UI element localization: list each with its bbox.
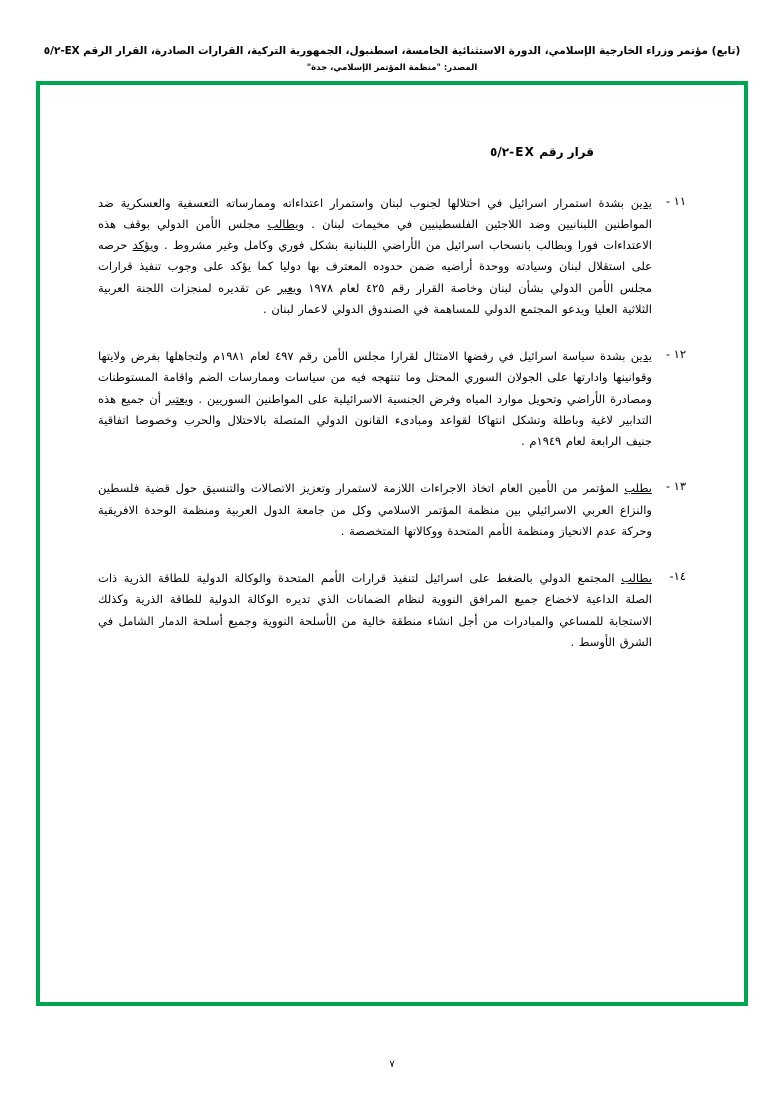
- clause-text: [98, 346, 652, 452]
- header-line-2: المصدر: "منظمة المؤتمر الإسلامي، جدة": [306, 62, 478, 73]
- clause-verb-emphasis: يدين: [630, 349, 652, 364]
- clause-text-run: المجتمع الدولي بالضغط على اسرائيل لتنفيذ قرارات الأمم المتحدة والوكالة الدولية للطاقة الذرية ذات الصلة الداعية لاخضاع جميع المرافق النووية لنظام الضمانات الذي تديره الوكالة الدولية للطاقة الذرية وكذلك الاستجابة للمساعي والمبادرات من أجل انشاء منطقة خالية من الأسلحة النووية وجميع أسلحة الدمار الشامل في الشرق الأوسط .: [98, 571, 652, 650]
- clause-number: ١٤-: [669, 569, 686, 584]
- clause-verb-emphasis: يطلب: [624, 481, 652, 496]
- green-bordered-content-frame: [36, 81, 748, 1006]
- clause-number: ١٢ -: [665, 347, 686, 362]
- clause-number: ١٣ -: [665, 479, 686, 494]
- clause: [98, 346, 686, 452]
- clause-verb-emphasis: يطالب: [621, 571, 652, 586]
- clause-verb-emphasis: يطالب: [267, 216, 299, 231]
- clause-text: [98, 193, 652, 321]
- clause-text-run: بشدة استمرار اسرائيل في احتلالها لجنوب لبنان واستمرار اعتداءاته وممارساته التعسفية والعسكرية ضد المواطنين اللبنانيين وضد اللاجئين الفلسطينيين في مخيمات لبنان . و: [98, 195, 652, 231]
- clause-text-run: المؤتمر من الأمين العام اتخاذ الاجراءات اللازمة لاستمرار وتعزيز الاتصالات والتنسيق حول قضية فلسطين والنزاع العربي الاسرائيلي بين منظمة المؤتمر الاسلامي وكل من جامعة الدول العربية ومنظمة الوحدة الافريقية وحركة عدم الانحياز ومنظمة الأمم المتحدة ووكالاتها المتخصصة .: [98, 481, 652, 538]
- clause: [98, 568, 686, 653]
- page-footer: [36, 1059, 748, 1076]
- running-header: [36, 44, 748, 75]
- resolution-title: قرار رقم EX-٥/٢: [490, 144, 594, 159]
- clause-text-run: أن جميع هذه التدابير لاغية وباطلة وتشكل انتهاكا لقواعد ومبادىء القانون الدولي المتصلة بالاحتلال والحرب وخصوصا اتفاقية جنيف الرابعة لعام ١٩٤٩م .: [98, 391, 652, 449]
- page-number: ٧: [389, 1059, 395, 1070]
- clause-text-run: حرصه على استقلال لبنان وسيادته ووحدة أراضيه ضمن حدوده المعترف بها دوليا كما يؤكد على وجوب تنفيذ قرارات مجلس الأمن الدولي بشأن لبنان وخاصة القرار رقم ٤٢٥ لعام ١٩٧٨ و: [98, 238, 652, 295]
- clause-verb-emphasis: يؤكد: [132, 238, 154, 253]
- clause-verb-emphasis: يدين: [630, 195, 652, 210]
- clause-text-run: بشدة سياسة اسرائيل في رفضها الامتثال لقرارا مجلس الأمن رقم ٤٩٧ لعام ١٩٨١م ولتجاهلها بفرض ولايتها وقوانينها وادارتها على الجولان السوري المحتل وما تنتهجه فيه من سياسات وممارسات الضم واقامة المستوطنات ومصادرة الأراضي وتحويل موارد المياه وفرض الجنسية الاسرائيلية على المواطنين السوريين . و: [98, 349, 652, 406]
- clause: [98, 478, 686, 542]
- clause-number: ١١ -: [665, 193, 686, 208]
- clause: [98, 193, 686, 321]
- clause-verb-emphasis: يعتبر: [165, 391, 188, 406]
- clause-text-run: مجلس الأمن الدولي بوقف هذه الاعتداءات فورا وبطالب بانسحاب اسرائيل من الأراضي اللبنانية بشكل فوري وكامل وغير مشروط . و: [98, 216, 653, 253]
- clause-list: [98, 193, 686, 654]
- clause-text: [98, 478, 652, 542]
- header-line-1: (تابع) مؤتمر وزراء الخارجية الإسلامي، الدورة الاستثنائية الخامسة، اسطنبول، الجمهورية التركية، القرارات الصادرة، القرار الرقم EX-٥/٢: [43, 45, 741, 57]
- clause-verb-emphasis: يعبر: [277, 280, 297, 295]
- clause-text: [98, 568, 652, 653]
- clause-text-run: عن تقديره لمنجزات اللجنة العربية الثلاثية العليا ويدعو المجتمع الدولي للمساهمة في الصندوق الدولي لاعمار لبنان .: [98, 280, 652, 316]
